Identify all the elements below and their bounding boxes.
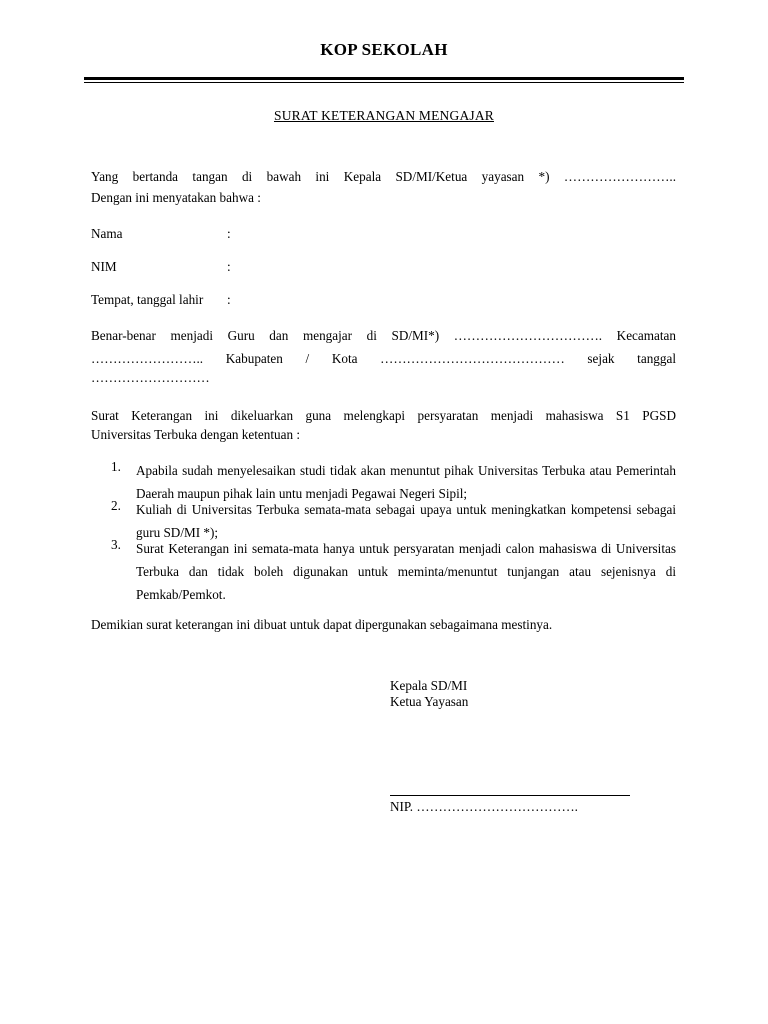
condition-number: 3. <box>111 537 121 552</box>
intro-line-1: Yang bertanda tangan di bawah ini Kepala SD/MI/Ketua yayasan *) …………………….. <box>91 169 676 184</box>
purpose-line-2: Universitas Terbuka dengan ketentuan : <box>91 427 301 442</box>
statement-line-2: …………………….. Kabupaten / Kota …………………………………… sejak tanggal <box>91 351 676 366</box>
condition-text: Kuliah di Universitas Terbuka semata-mata sebagai upaya untuk meningkatkan kompetensi sebagai guru SD/MI *); <box>136 502 676 540</box>
letterhead-rule-thick <box>84 77 684 80</box>
condition-number: 1. <box>111 459 121 474</box>
statement-line-1: Benar-benar menjadi Guru dan mengajar di SD/MI*) ……………………………. Kecamatan <box>91 328 676 343</box>
field-colon-nim: : <box>227 259 231 274</box>
condition-text: Surat Keterangan ini semata-mata hanya untuk persyaratan menjadi calon mahasiswa di Universitas Terbuka dan tidak boleh digunakan untuk meminta/menuntut tunjangan atau sejenisnya di Pemkab/Pemkot. <box>136 541 676 602</box>
signature-role-yayasan: Ketua Yayasan <box>390 694 469 709</box>
purpose-line-1: Surat Keterangan ini dikeluarkan guna melengkapi persyaratan menjadi mahasiswa S1 PGSD <box>91 408 676 423</box>
field-colon-nama: : <box>227 226 231 241</box>
letterhead-rule-thin <box>84 82 684 83</box>
field-label-ttl: Tempat, tanggal lahir <box>91 292 204 307</box>
signature-line <box>390 795 630 796</box>
intro-line-2: Dengan ini menyatakan bahwa : <box>91 190 261 205</box>
signature-role-kepala: Kepala SD/MI <box>390 678 468 693</box>
condition-number: 2. <box>111 498 121 513</box>
field-label-nama: Nama <box>91 226 123 241</box>
closing-statement: Demikian surat keterangan ini dibuat untuk dapat dipergunakan sebagaimana mestinya. <box>91 617 553 632</box>
condition-text: Apabila sudah menyelesaikan studi tidak akan menuntut pihak Universitas Terbuka atau Pemerintah Daerah maupun pihak lain untu menjadi Pegawai Negeri Sipil; <box>136 463 676 501</box>
school-letterhead: KOP SEKOLAH <box>320 40 448 59</box>
statement-line-3: ……………………… <box>91 370 210 385</box>
document-title: SURAT KETERANGAN MENGAJAR <box>273 108 494 123</box>
field-label-nim: NIM <box>91 259 117 274</box>
field-colon-ttl: : <box>227 292 231 307</box>
signature-nip: NIP. ………………………………. <box>390 799 578 814</box>
